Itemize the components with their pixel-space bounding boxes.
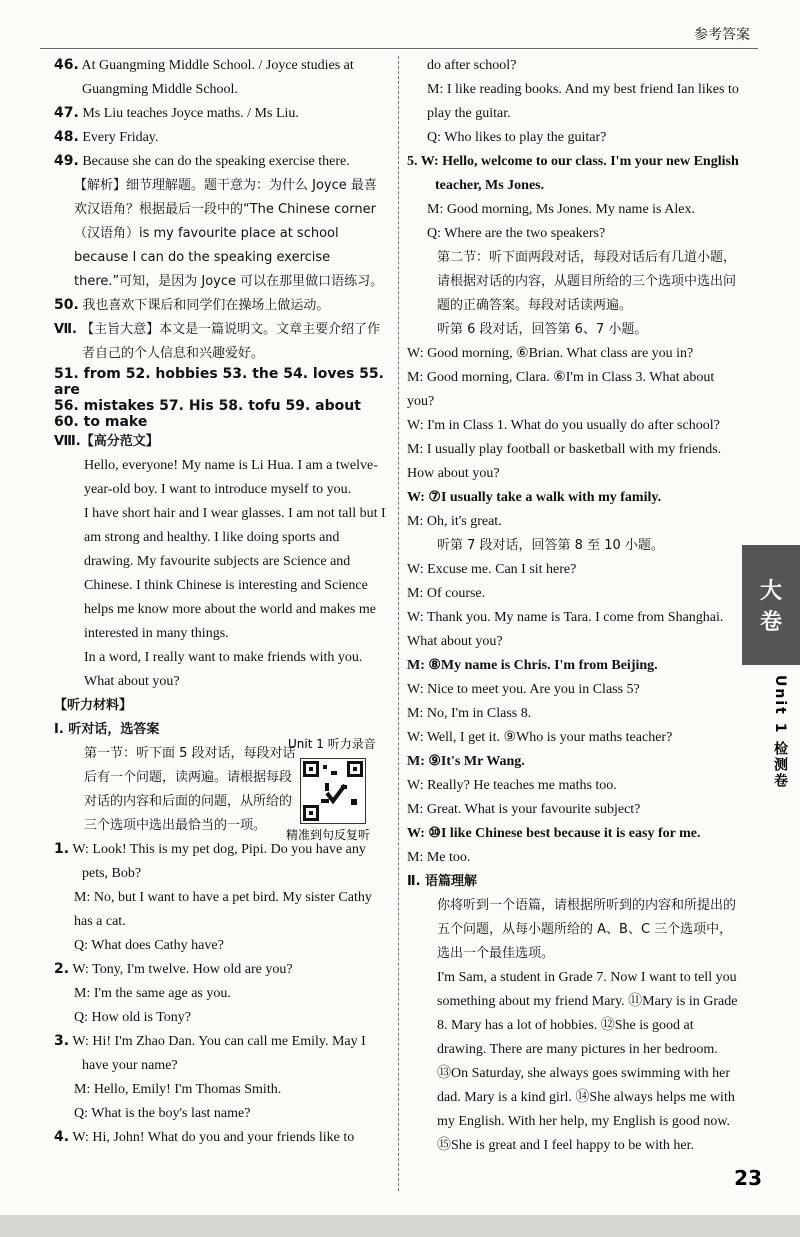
dialog-7-line-5: W: Nice to meet you. Are you in Class 5?	[407, 682, 640, 697]
header-title: 参考答案	[694, 27, 750, 43]
answer-60: 60. to make	[54, 414, 148, 430]
right-column	[407, 54, 741, 1158]
qr-code-icon[interactable]	[300, 758, 366, 824]
item-48: 48. Every Friday.	[54, 129, 159, 145]
dialog-7-line-1: W: Excuse me. Can I sit here?	[407, 562, 577, 577]
item-50: 50. 我也喜欢下课后和同学们在操场上做运动。	[54, 297, 330, 313]
dialog-4: 4. W: Hi, John! What do you and your friends like to	[54, 1129, 355, 1145]
dialog-5-m: M: Good morning, Ms Jones. My name is Alex.	[427, 202, 695, 217]
dialog-7-line-7: W: Well, I get it. ⑨Who is your maths teacher?	[407, 730, 673, 745]
dialog-3-q: Q: What is the boy's last name?	[74, 1106, 251, 1121]
essay-p1: Hello, everyone! My name is Li Hua. I am a twelve-year-old boy. I want to introduce myself to you.	[84, 458, 378, 497]
side-tab-bottom: 卷	[759, 610, 782, 635]
analysis-49: 【解析】细节理解题。题干意为：为什么 Joyce 最喜欢汉语角？根据最后一段中的“The Chinese corner（汉语角）is my favourite place at school because I can do the speaking exercise there.”可知，是因为 Joyce 可以在那里做口语练习。	[74, 178, 384, 289]
dialog-1-q: Q: What does Cathy have?	[74, 938, 224, 953]
dialog-1-m: M: No, but I want to have a pet bird. My sister Cathy has a cat.	[74, 890, 372, 929]
dialog-6-line-2: M: Good morning, Clara. ⑥I'm in Class 3. What about you?	[407, 370, 715, 409]
dialog-4-q: Q: Who likes to play the guitar?	[427, 130, 607, 145]
dialog-2: 2. W: Tony, I'm twelve. How old are you?	[54, 961, 293, 977]
dialog-4-m: M: I like reading books. And my best friend Ian likes to play the guitar.	[427, 82, 739, 121]
dialog-6-line-4: M: I usually play football or basketball with my friends. How about you?	[407, 442, 722, 481]
dialog-6-line-6: M: Oh, it's great.	[407, 514, 502, 529]
side-tab	[742, 545, 800, 665]
section-2-passage-instruction: 你将听到一个语篇，请根据所听到的内容和所提出的五个问题，从每小题所给的 A、B、C 三个选项中，选出一个最佳选项。	[437, 898, 737, 961]
dialog-4-cont: do after school?	[427, 58, 517, 73]
answers-56-59: 56. mistakes 57. His 58. tofu 59. about	[54, 398, 361, 414]
left-column	[54, 54, 388, 1150]
dialog-7-line-9: W: Really? He teaches me maths too.	[407, 778, 617, 793]
side-tab-top: 大	[759, 579, 782, 604]
section-2-title: Ⅱ. 语篇理解	[407, 874, 478, 889]
dialog-2-q: Q: How old is Tony?	[74, 1010, 191, 1025]
qr-caption: 精准到句反复听	[286, 828, 371, 842]
dialog-1: 1. W: Look! This is my pet dog, Pipi. Do you have any pets, Bob?	[54, 841, 366, 881]
dialog-7-line-10: M: Great. What is your favourite subject?	[407, 802, 641, 817]
dialog-6-line-3: W: I'm in Class 1. What do you usually do after school?	[407, 418, 720, 433]
footer-band	[0, 1215, 800, 1237]
section-8: Ⅷ.【高分范文】	[54, 434, 159, 449]
dialog-5-q: Q: Where are the two speakers?	[427, 226, 606, 241]
dialog-7-line-8: M: ⑨It's Mr Wang.	[407, 754, 525, 769]
page-number: 23	[734, 1166, 762, 1190]
section-2-instruction: 第二节：听下面两段对话，每段对话后有几道小题，请根据对话的内容，从题目所给的三个选项中选出问题的正确答案。每段对话读两遍。	[437, 250, 737, 313]
item-46: 46. At Guangming Middle School. / Joyce studies at Guangming Middle School.	[54, 57, 354, 97]
dialog-7-heading: 听第 7 段对话，回答第 8 至 10 小题。	[437, 538, 664, 553]
section-7: Ⅶ. 【主旨大意】本文是一篇说明文。文章主要介绍了作者自己的个人信息和兴趣爱好。	[54, 322, 381, 361]
top-rule	[40, 48, 758, 49]
item-49: 49. Because she can do the speaking exercise there.	[54, 153, 350, 169]
listening-instruction: 第一节：听下面 5 段对话，每段对话后有一个问题，读两遍。请根据每段对话的内容和后面的问题，从所给的三个选项中选出最恰当的一项。	[84, 746, 296, 833]
dialog-7-line-4: M: ⑧My name is Chris. I'm from Beijing.	[407, 658, 658, 673]
dialog-6-heading: 听第 6 段对话，回答第 6、7 小题。	[437, 322, 648, 337]
dialog-7-line-3: W: Thank you. My name is Tara. I come from Shanghai. What about you?	[407, 610, 724, 649]
dialog-3: 3. W: Hi! I'm Zhao Dan. You can call me Emily. May I have your name?	[54, 1033, 366, 1073]
dialog-2-m: M: I'm the same age as you.	[74, 986, 231, 1001]
answers-51-55: 51. from 52. hobbies 53. the 54. loves 55. are	[54, 366, 384, 398]
item-47: 47. Ms Liu teaches Joyce maths. / Ms Liu.	[54, 105, 299, 121]
unit-label: Unit 1 检测卷	[772, 675, 788, 790]
essay-p2: I have short hair and I wear glasses. I am not tall but I am strong and healthy. I like doing sports and drawing. My favourite subjects are Science and Chinese. I think Chinese is interesting and Science helps me know more about the world and makes me interested in many things.	[84, 506, 386, 641]
dialog-5: 5. W: Hello, welcome to our class. I'm your new English teacher, Ms Jones.	[407, 154, 739, 193]
dialog-3-m: M: Hello, Emily! I'm Thomas Smith.	[74, 1082, 282, 1097]
qr-label: Unit 1 听力录音	[288, 737, 376, 751]
passage: I'm Sam, a student in Grade 7. Now I want to tell you something about my friend Mary. ⑪Mary is in Grade 8. Mary has a lot of hobbies. ⑫She is good at drawing. There are many pictures in her bedroom. ⑬On Saturday, she always goes swimming with her dad. Mary is a kind girl. ⑭She always helps me with my English. With her help, my English is good now. ⑮She is great and I feel happy to be with her.	[437, 970, 738, 1153]
dialog-7-line-6: M: No, I'm in Class 8.	[407, 706, 532, 721]
dialog-6-line-1: W: Good morning, ⑥Brian. What class are you in?	[407, 346, 694, 361]
listening-title: 【听力材料】	[54, 698, 133, 713]
listening-part-1: Ⅰ. 听对话，选答案	[54, 722, 160, 737]
column-divider	[398, 56, 399, 1191]
dialog-7-line-11: W: ⑩I like Chinese best because it is easy for me.	[407, 826, 701, 841]
dialog-7-line-12: M: Me too.	[407, 850, 471, 865]
dialog-6-line-5: W: ⑦I usually take a walk with my family.	[407, 490, 662, 505]
essay-p3: In a word, I really want to make friends with you. What about you?	[84, 650, 363, 689]
dialog-7-line-2: M: Of course.	[407, 586, 486, 601]
